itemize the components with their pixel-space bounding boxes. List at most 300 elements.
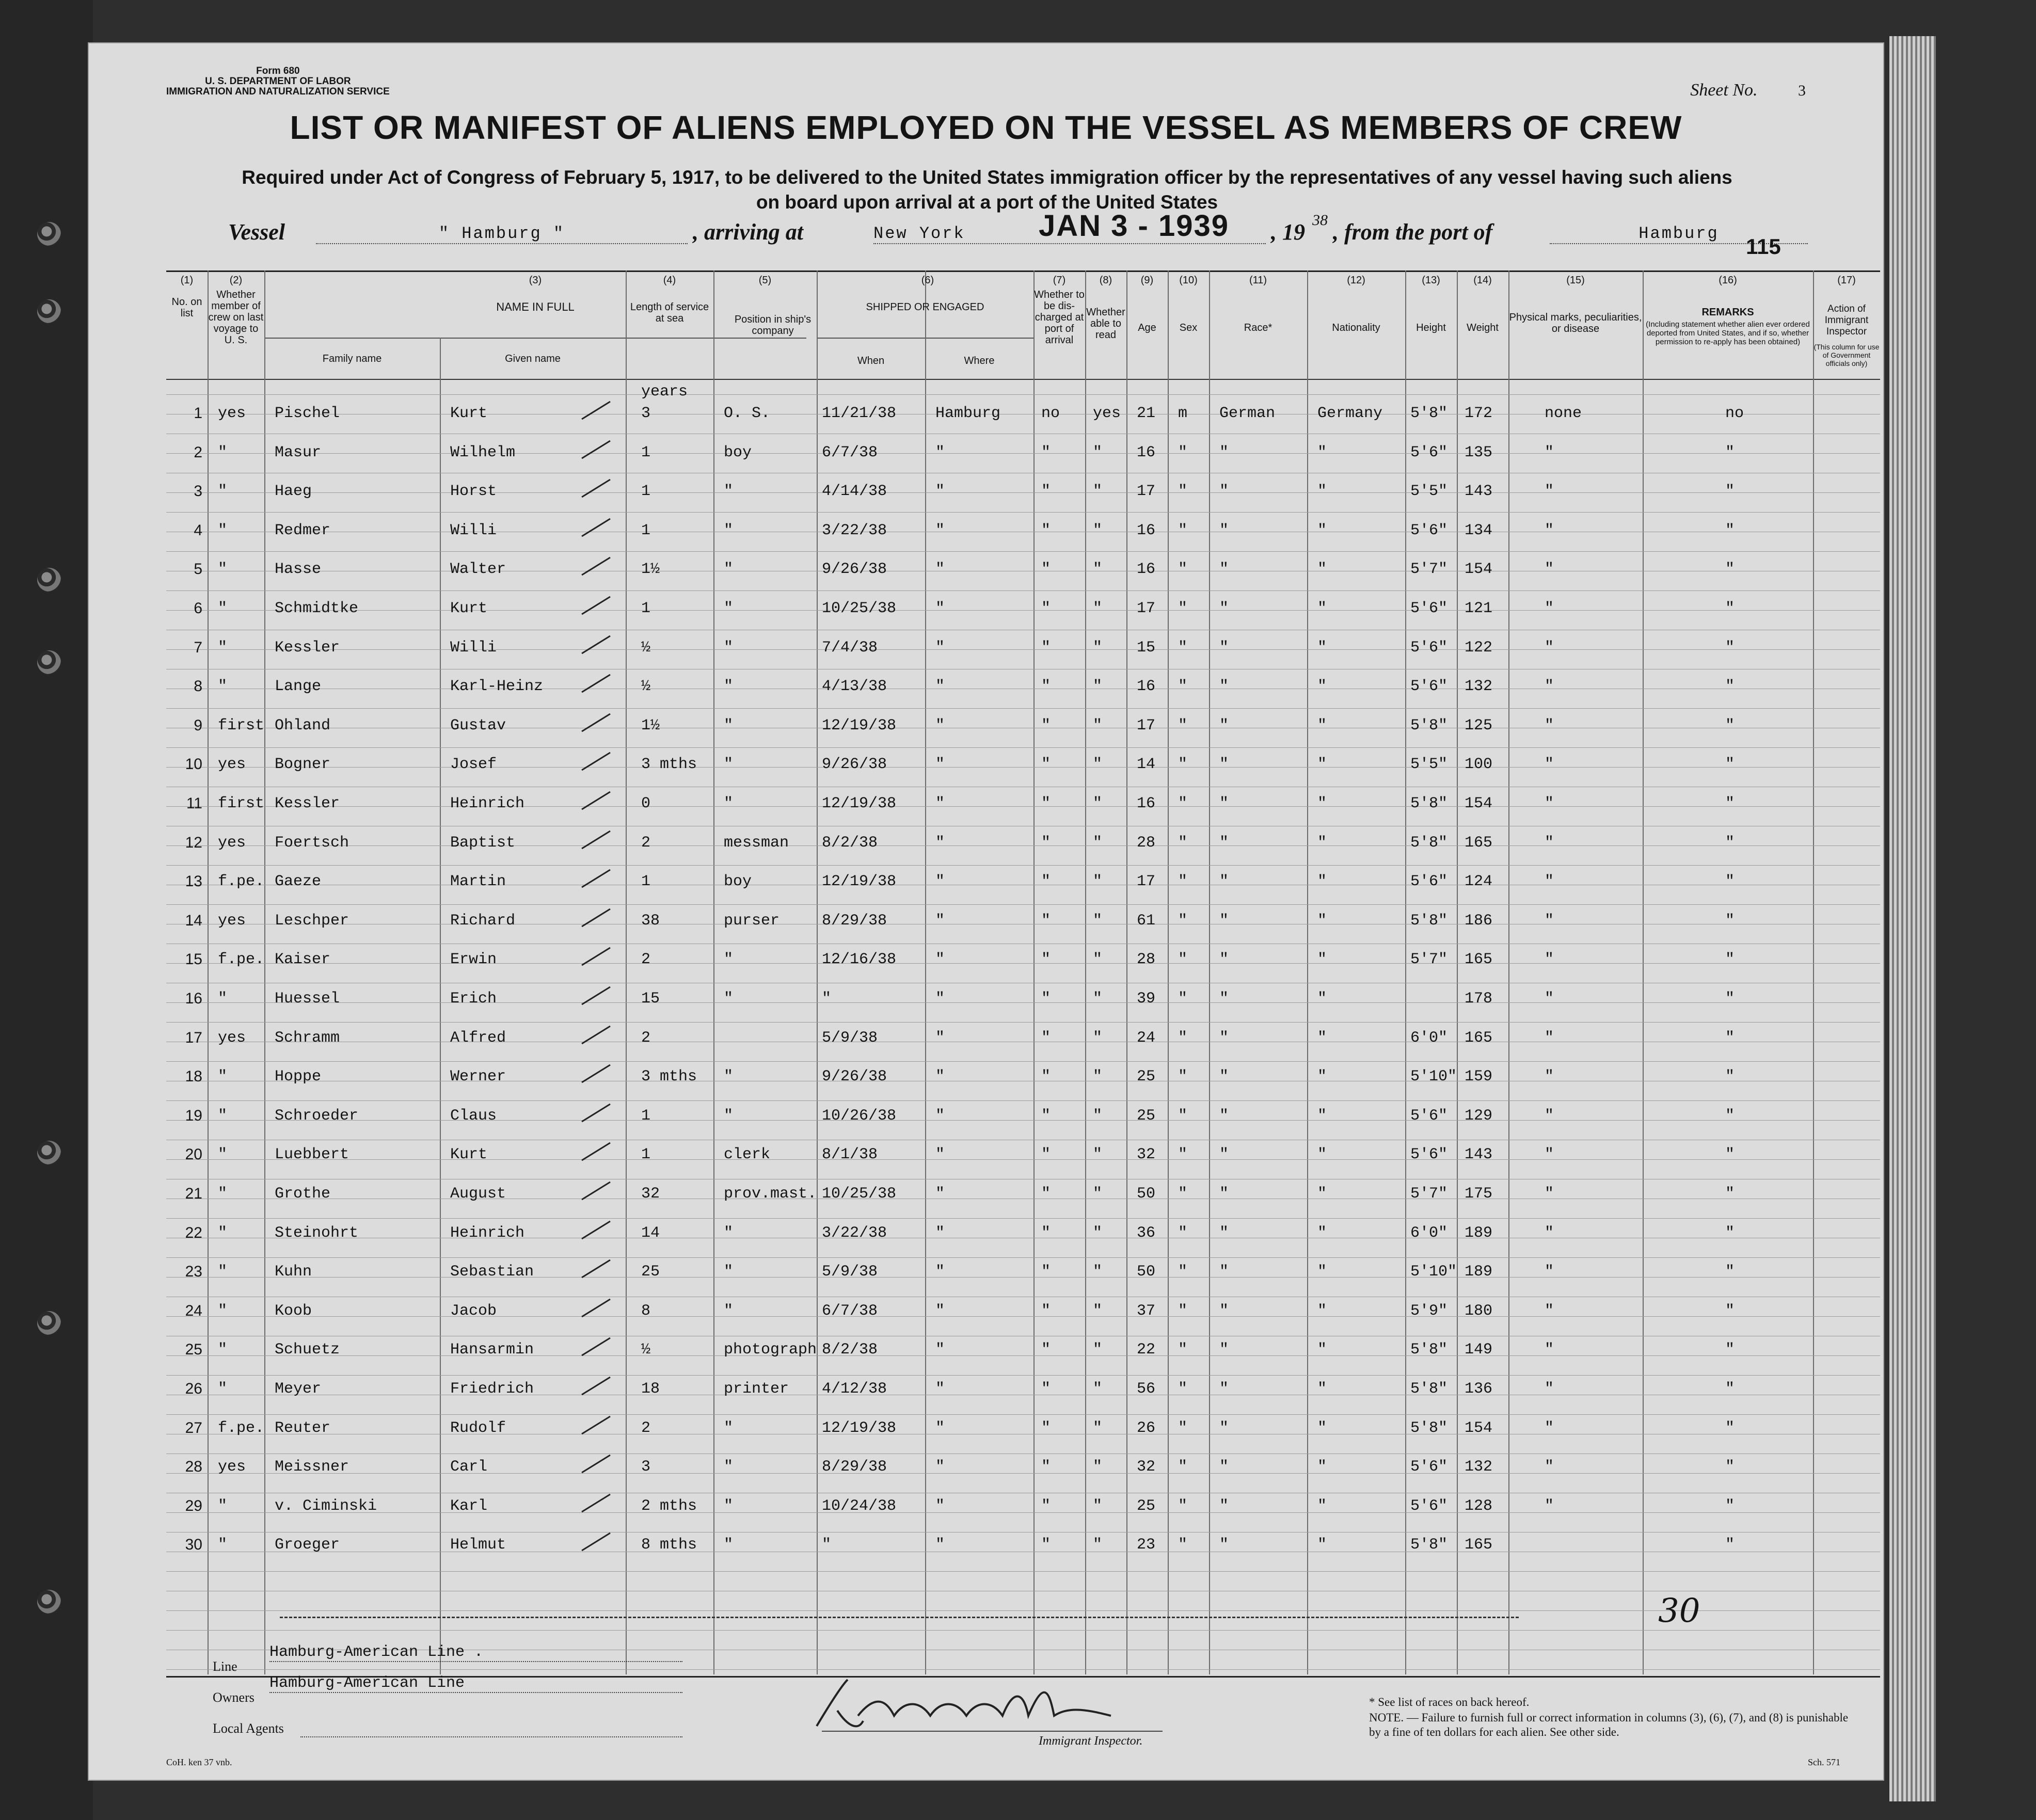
crew-status: " — [218, 1068, 228, 1085]
shipped-where: " — [935, 1341, 945, 1359]
shipped-where: " — [935, 600, 945, 617]
discharged: " — [1041, 1029, 1051, 1047]
check-mark-icon — [579, 907, 615, 928]
age: 28 — [1137, 951, 1156, 968]
service-length: 32 — [641, 1185, 660, 1203]
weight: 189 — [1465, 1224, 1493, 1242]
column-number: (13) — [1422, 275, 1440, 286]
column-rule — [817, 270, 818, 1674]
nationality: " — [1317, 951, 1327, 968]
family-name: Groeger — [275, 1536, 340, 1554]
shipped-where: " — [935, 561, 945, 578]
physical-marks: " — [1545, 834, 1554, 852]
binder-hole — [37, 299, 61, 323]
position: clerk — [724, 1146, 771, 1163]
remarks: " — [1725, 522, 1735, 539]
remarks: " — [1725, 1536, 1735, 1554]
column-number: (6) — [921, 275, 934, 286]
sex: " — [1178, 1302, 1188, 1320]
column-rule — [1508, 270, 1509, 1674]
check-mark-icon — [579, 1336, 615, 1356]
nationality: " — [1317, 1380, 1327, 1398]
family-name: Ohland — [275, 717, 331, 735]
given-name: Wilhelm — [450, 444, 516, 461]
vessel-name: " Hamburg " — [316, 224, 688, 244]
race: " — [1219, 483, 1229, 500]
col-header-remarks: REMARKS — [1701, 307, 1754, 318]
remarks: " — [1725, 1458, 1735, 1476]
ruled-line — [166, 610, 1880, 611]
remarks: " — [1725, 834, 1735, 852]
nationality: " — [1317, 912, 1327, 930]
position: " — [724, 756, 734, 773]
row-number: 10 — [185, 756, 202, 773]
row-number: 6 — [194, 600, 202, 617]
ruled-line — [166, 1571, 1880, 1572]
age: 39 — [1137, 990, 1156, 1008]
column-number: (4) — [663, 275, 676, 286]
shipped-when: 4/14/38 — [822, 483, 887, 500]
position: " — [724, 678, 734, 695]
shipped-when: 6/7/38 — [822, 444, 878, 461]
position: boy — [724, 444, 752, 461]
able-to-read: " — [1093, 912, 1103, 930]
crew-status: " — [218, 1536, 228, 1554]
discharged: " — [1041, 1302, 1051, 1320]
check-mark-icon — [579, 712, 615, 732]
discharged: " — [1041, 912, 1051, 930]
row-number: 18 — [185, 1068, 202, 1085]
family-name: Huessel — [275, 990, 340, 1008]
crew-status: yes — [218, 1458, 246, 1476]
age: 56 — [1137, 1380, 1156, 1398]
given-name: Walter — [450, 561, 506, 578]
race: " — [1219, 678, 1229, 695]
owners-value: Hamburg-American Line — [269, 1674, 682, 1693]
physical-marks: " — [1545, 444, 1554, 461]
fine-note-text: — Failure to furnish full or correct information in columns (3), (6), (7), and (8) is punishable by a fine of ten dollars for each alien. See other side. — [1369, 1711, 1849, 1738]
binder-hole — [37, 650, 61, 674]
weight: 165 — [1465, 1029, 1493, 1047]
ruled-line — [166, 1512, 1880, 1513]
row-number: 14 — [185, 912, 202, 929]
row-number: 19 — [185, 1107, 202, 1124]
shipped-where: " — [935, 990, 945, 1008]
row-number: 27 — [185, 1419, 202, 1436]
column-rule — [1168, 270, 1169, 1674]
col-header-sex: Sex — [1179, 322, 1198, 333]
sex: " — [1178, 1536, 1188, 1554]
shipped-when: 8/29/38 — [822, 912, 887, 930]
given-name: Hansarmin — [450, 1341, 534, 1359]
check-mark-icon — [579, 1414, 615, 1435]
weight: 165 — [1465, 951, 1493, 968]
remarks: " — [1725, 1146, 1735, 1163]
crew-status: " — [218, 1107, 228, 1125]
family-name: Schramm — [275, 1029, 340, 1047]
shipped-where: " — [935, 756, 945, 773]
given-name: Karl — [450, 1497, 488, 1515]
remarks: " — [1725, 639, 1735, 657]
height: 5'6" — [1410, 1107, 1448, 1125]
ruled-line — [166, 453, 1880, 454]
race: " — [1219, 639, 1229, 657]
age: 16 — [1137, 678, 1156, 695]
age: 37 — [1137, 1302, 1156, 1320]
ruled-line — [166, 708, 1880, 709]
race: " — [1219, 1146, 1229, 1163]
height: 5'6" — [1410, 1458, 1448, 1476]
remarks: " — [1725, 873, 1735, 890]
race: " — [1219, 756, 1229, 773]
check-mark-icon — [579, 1102, 615, 1123]
discharged: " — [1041, 522, 1051, 539]
column-rule — [1209, 270, 1210, 1674]
col-header-action: Action of Immigrant Inspector — [1824, 304, 1869, 337]
service-length: 1 — [641, 1107, 651, 1125]
column-rule — [713, 270, 714, 1674]
service-length: 14 — [641, 1224, 660, 1242]
vessel-label: Vessel — [228, 219, 285, 245]
ruled-line — [166, 1159, 1880, 1160]
age: 25 — [1137, 1107, 1156, 1125]
shipped-when: " — [822, 990, 832, 1008]
remarks: " — [1725, 561, 1735, 578]
able-to-read: " — [1093, 795, 1103, 812]
service-length: 1 — [641, 1146, 651, 1163]
shipped-where: " — [935, 1497, 945, 1515]
remarks: " — [1725, 756, 1735, 773]
physical-marks: " — [1545, 1497, 1554, 1515]
total-mark: 30 — [1658, 1592, 1700, 1630]
shipped-where: " — [935, 522, 945, 539]
shipped-when: 12/19/38 — [822, 795, 897, 812]
family-name: Koob — [275, 1302, 312, 1320]
check-mark-icon — [579, 1141, 615, 1161]
shipped-when: 9/26/38 — [822, 756, 887, 773]
weight: 165 — [1465, 1536, 1493, 1554]
position: " — [724, 522, 734, 539]
shipped-where: " — [935, 1146, 945, 1163]
family-name: Kaiser — [275, 951, 331, 968]
column-number: (16) — [1719, 275, 1737, 286]
position: " — [724, 717, 734, 735]
discharged: " — [1041, 1185, 1051, 1203]
service-name: IMMIGRATION AND NATURALIZATION SERVICE — [166, 86, 390, 97]
discharged: " — [1041, 1341, 1051, 1359]
age: 50 — [1137, 1263, 1156, 1281]
age: 26 — [1137, 1419, 1156, 1437]
column-number: (12) — [1347, 275, 1365, 286]
family-name: Bogner — [275, 756, 331, 773]
family-name: Haeg — [275, 483, 312, 500]
discharged: " — [1041, 561, 1051, 578]
given-name: Claus — [450, 1107, 497, 1125]
race: " — [1219, 600, 1229, 617]
nationality: " — [1317, 1263, 1327, 1281]
family-name: Reuter — [275, 1419, 331, 1437]
service-length: 2 — [641, 1419, 651, 1437]
height: 5'7" — [1410, 561, 1448, 578]
height: 5'8" — [1410, 717, 1448, 735]
crew-status: " — [218, 678, 228, 695]
shipped-where: " — [935, 678, 945, 695]
ruled-line — [166, 1277, 1880, 1278]
able-to-read: " — [1093, 1458, 1103, 1476]
ruled-line — [166, 1414, 1880, 1415]
discharged: " — [1041, 1068, 1051, 1085]
column-rule — [1457, 270, 1458, 1674]
shipped-when: 8/2/38 — [822, 834, 878, 852]
able-to-read: " — [1093, 1146, 1103, 1163]
remarks: " — [1725, 1497, 1735, 1515]
check-mark-icon — [579, 1297, 615, 1318]
races-note: * See list of races on back hereof. — [1369, 1696, 1530, 1709]
sex: " — [1178, 795, 1188, 812]
check-mark-icon — [579, 595, 615, 615]
form-number: Form 680 — [256, 66, 300, 76]
ruled-line — [166, 747, 1880, 748]
position: " — [724, 639, 734, 657]
weight: 125 — [1465, 717, 1493, 735]
shipped-when: 6/7/38 — [822, 1302, 878, 1320]
crew-status: yes — [218, 756, 246, 773]
height: 5'6" — [1410, 1146, 1448, 1163]
shipped-when: 9/26/38 — [822, 1068, 887, 1085]
height: 5'5" — [1410, 483, 1448, 500]
schedule-mark: Sch. 571 — [1808, 1757, 1840, 1767]
physical-marks: " — [1545, 1068, 1554, 1085]
nationality: " — [1317, 717, 1327, 735]
race: " — [1219, 444, 1229, 461]
physical-marks: " — [1545, 522, 1554, 539]
crew-status: f.pe. — [218, 873, 265, 890]
row-number: 26 — [185, 1380, 202, 1397]
age: 17 — [1137, 717, 1156, 735]
check-mark-icon — [579, 829, 615, 850]
col-header-age: Age — [1138, 322, 1156, 333]
able-to-read: " — [1093, 1107, 1103, 1125]
remarks: " — [1725, 1068, 1735, 1085]
column-number: (1) — [180, 275, 194, 286]
row-number: 20 — [185, 1146, 202, 1163]
weight: 135 — [1465, 444, 1493, 461]
col-header-shipped: SHIPPED OR ENGAGED — [866, 301, 984, 313]
check-mark-icon — [579, 985, 615, 1005]
service-length: 8 mths — [641, 1536, 697, 1554]
row-number: 11 — [186, 795, 202, 812]
line-value: Hamburg-American Line . — [269, 1643, 682, 1662]
crew-status: " — [218, 600, 228, 617]
sex: " — [1178, 912, 1188, 930]
ruled-line — [166, 1610, 1880, 1611]
service-length: 3 — [641, 405, 651, 422]
height: 5'6" — [1410, 678, 1448, 695]
remarks: " — [1725, 795, 1735, 812]
sex: " — [1178, 990, 1188, 1008]
weight: 132 — [1465, 1458, 1493, 1476]
weight: 154 — [1465, 561, 1493, 578]
physical-marks: " — [1545, 1380, 1554, 1398]
crew-status: " — [218, 561, 228, 578]
column-rule — [264, 270, 265, 1674]
check-mark-icon — [579, 555, 615, 576]
family-name: Foertsch — [275, 834, 349, 852]
binder-hole — [37, 1590, 61, 1614]
shipped-when: 7/4/38 — [822, 639, 878, 657]
height: 5'6" — [1410, 522, 1448, 539]
height: 5'7" — [1410, 1185, 1448, 1203]
able-to-read: " — [1093, 1185, 1103, 1203]
check-mark-icon — [579, 946, 615, 966]
family-name: Leschper — [275, 912, 349, 930]
weight: 100 — [1465, 756, 1493, 773]
sex: " — [1178, 639, 1188, 657]
nationality: " — [1317, 1146, 1327, 1163]
shipped-where: " — [935, 483, 945, 500]
family-name: Meyer — [275, 1380, 322, 1398]
column-number: (11) — [1249, 275, 1267, 286]
discharged: " — [1041, 795, 1051, 812]
sex: " — [1178, 1068, 1188, 1085]
given-name: Friedrich — [450, 1380, 534, 1398]
able-to-read: " — [1093, 1419, 1103, 1437]
weight: 154 — [1465, 795, 1493, 812]
nationality: " — [1317, 522, 1327, 539]
discharged: no — [1041, 405, 1060, 422]
local-agents-label: Local Agents — [213, 1721, 284, 1736]
row-number: 23 — [185, 1263, 202, 1280]
column-rule — [1033, 270, 1035, 1674]
physical-marks: " — [1545, 951, 1554, 968]
service-length: 3 — [641, 1458, 651, 1476]
page-subtitle: Required under Act of Congress of February 5, 1917, to be delivered to the United States immigration officer by the representatives of any vessel having such aliens on board upon arrival at a port of the United States — [242, 167, 1732, 213]
fine-note-label: NOTE. — [1369, 1711, 1404, 1724]
able-to-read: " — [1093, 483, 1103, 500]
row-number: 24 — [185, 1302, 202, 1319]
page-title: LIST OR MANIFEST OF ALIENS EMPLOYED ON THE VESSEL AS MEMBERS OF CREW — [290, 109, 1682, 146]
check-mark-icon — [579, 751, 615, 771]
check-mark-icon — [579, 868, 615, 888]
sex: " — [1178, 483, 1188, 500]
physical-marks: " — [1545, 678, 1554, 695]
service-length: 2 — [641, 1029, 651, 1047]
column-number: (3) — [529, 275, 542, 286]
service-length: 1½ — [641, 717, 660, 735]
given-name: Willi — [450, 522, 497, 539]
col-header-race: Race* — [1244, 322, 1272, 333]
age: 14 — [1137, 756, 1156, 773]
check-mark-icon — [579, 1375, 615, 1396]
discharged: " — [1041, 834, 1051, 852]
ruled-line — [166, 649, 1880, 650]
physical-marks: " — [1545, 873, 1554, 890]
shipped-where: " — [935, 1458, 945, 1476]
remarks: no — [1725, 405, 1744, 422]
given-name: Erich — [450, 990, 497, 1008]
shipped-when: 10/26/38 — [822, 1107, 897, 1125]
row-number: 1 — [194, 405, 202, 422]
ruled-line — [166, 1316, 1880, 1317]
row-number: 22 — [185, 1224, 202, 1241]
from-port-label: , from the port of — [1333, 219, 1493, 245]
nationality: " — [1317, 1458, 1327, 1476]
sex: " — [1178, 1380, 1188, 1398]
family-name: Kessler — [275, 795, 340, 812]
ruled-line — [166, 1061, 1880, 1062]
race: " — [1219, 990, 1229, 1008]
physical-marks: " — [1545, 561, 1554, 578]
nationality: Germany — [1317, 405, 1383, 422]
family-name: Hoppe — [275, 1068, 322, 1085]
nationality: " — [1317, 990, 1327, 1008]
weight: 132 — [1465, 678, 1493, 695]
race: " — [1219, 1068, 1229, 1085]
service-length: 1 — [641, 873, 651, 890]
height: 5'8" — [1410, 1380, 1448, 1398]
crew-status: first — [218, 795, 265, 812]
service-length: 1 — [641, 522, 651, 539]
column-rule — [1405, 270, 1406, 1674]
ruled-line — [166, 551, 1880, 552]
race: " — [1219, 1107, 1229, 1125]
position: " — [724, 951, 734, 968]
position: " — [724, 1302, 734, 1320]
column-rule — [1643, 270, 1644, 1674]
able-to-read: " — [1093, 1341, 1103, 1359]
shipped-where: " — [935, 795, 945, 812]
given-name: Josef — [450, 756, 497, 773]
row-number: 8 — [194, 678, 202, 695]
position: messman — [724, 834, 789, 852]
crew-table — [166, 270, 1880, 1678]
binder-hole — [37, 568, 61, 592]
sex: " — [1178, 1263, 1188, 1281]
age: 50 — [1137, 1185, 1156, 1203]
row-number: 2 — [194, 444, 202, 461]
given-name: August — [450, 1185, 506, 1203]
crew-status: " — [218, 444, 228, 461]
sex: " — [1178, 1029, 1188, 1047]
able-to-read: " — [1093, 522, 1103, 539]
discharged: " — [1041, 1419, 1051, 1437]
height: 6'0" — [1410, 1029, 1448, 1047]
shipped-when: 8/29/38 — [822, 1458, 887, 1476]
able-to-read: " — [1093, 1536, 1103, 1554]
remarks: " — [1725, 951, 1735, 968]
crew-status: " — [218, 1380, 228, 1398]
family-name: Steinohrt — [275, 1224, 359, 1242]
nationality: " — [1317, 873, 1327, 890]
sex: " — [1178, 561, 1188, 578]
age: 24 — [1137, 1029, 1156, 1047]
shipped-where: " — [935, 1302, 945, 1320]
nationality: " — [1317, 639, 1327, 657]
weight: 122 — [1465, 639, 1493, 657]
shipped-when: 3/22/38 — [822, 1224, 887, 1242]
weight: 128 — [1465, 1497, 1493, 1515]
ruled-line — [166, 767, 1880, 768]
weight: 136 — [1465, 1380, 1493, 1398]
nationality: " — [1317, 444, 1327, 461]
crew-status: " — [218, 483, 228, 500]
col-header-family: Family name — [322, 353, 382, 364]
binder-hole — [37, 222, 61, 246]
nationality: " — [1317, 795, 1327, 812]
shipped-when: " — [822, 1536, 832, 1554]
row-number: 13 — [185, 873, 202, 890]
check-mark-icon — [579, 1219, 615, 1240]
